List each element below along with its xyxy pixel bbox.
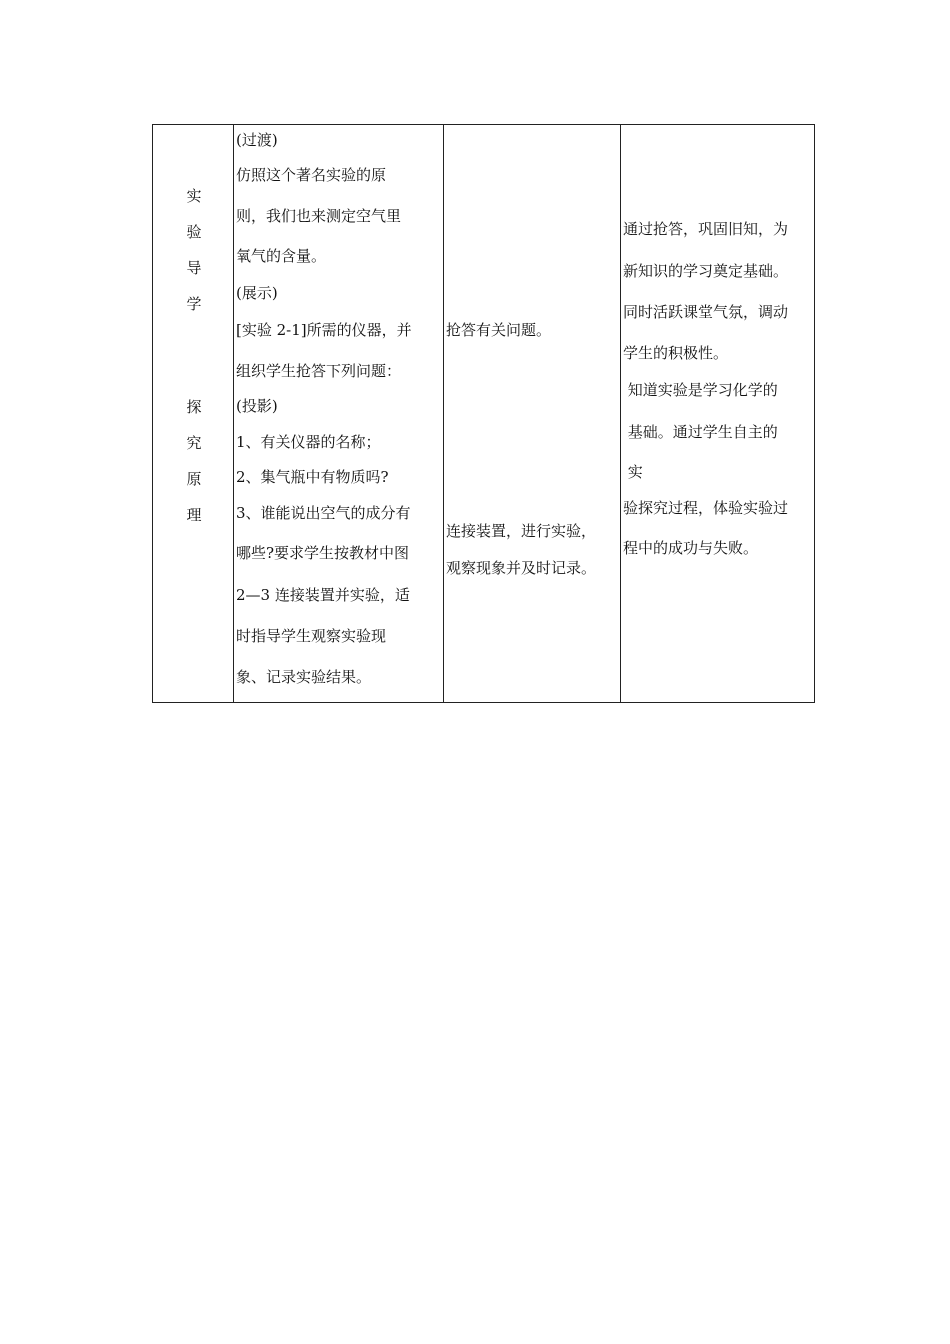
intent-line: 基础。通过学生自主的 <box>623 423 778 441</box>
intent-line: 同时活跃课堂气氛，调动 <box>623 303 789 321</box>
stage-char: 原 <box>186 470 202 488</box>
design-intent-cell <box>621 125 815 702</box>
student-activity-cell <box>444 125 620 702</box>
teacher-line: 2、集气瓶中有物质吗? <box>236 468 389 486</box>
teacher-line: 1、有关仪器的名称； <box>236 433 381 451</box>
teacher-line: (过渡) <box>236 131 278 149</box>
teacher-line: 组织学生抢答下列问题： <box>236 362 402 380</box>
teacher-line: 仿照这个著名实验的原 <box>236 166 387 184</box>
student-line: 观察现象并及时记录。 <box>446 559 597 577</box>
student-line: 连接装置，进行实验， <box>446 522 597 540</box>
teacher-line: 象、记录实验结果。 <box>236 668 372 686</box>
teacher-line: (投影) <box>236 397 278 415</box>
stage-char: 实 <box>186 187 202 205</box>
stage-char: 理 <box>186 506 202 524</box>
stage-cell <box>153 125 233 702</box>
stage-char: 探 <box>186 398 202 416</box>
teacher-line: 则，我们也来测定空气里 <box>236 207 402 225</box>
intent-line: 验探究过程，体验实验过 <box>623 499 789 517</box>
intent-line: 实 <box>623 463 643 481</box>
lesson-plan-table <box>152 124 815 703</box>
stage-char: 验 <box>186 223 202 241</box>
teacher-line: 时指导学生观察实验现 <box>236 627 387 645</box>
teacher-line: 哪些?要求学生按教材中图 <box>236 544 410 562</box>
stage-char: 究 <box>186 434 202 452</box>
teacher-line: 3、谁能说出空气的成分有 <box>236 504 411 522</box>
intent-line: 知道实验是学习化学的 <box>623 381 778 399</box>
stage-char: 导 <box>186 259 202 277</box>
teacher-line: (展示) <box>236 284 278 302</box>
teacher-activity-cell <box>234 125 443 702</box>
intent-line: 学生的积极性。 <box>623 344 729 362</box>
teacher-line: [实验 2-1]所需的仪器，并 <box>236 321 412 339</box>
intent-line: 新知识的学习奠定基础。 <box>623 262 789 280</box>
stage-char: 学 <box>186 295 202 313</box>
teacher-line: 氧气的含量。 <box>236 247 327 265</box>
teacher-line: 2—3 连接装置并实验，适 <box>236 586 410 604</box>
student-line: 抢答有关问题。 <box>446 321 552 339</box>
intent-line: 程中的成功与失败。 <box>623 539 759 557</box>
intent-line: 通过抢答，巩固旧知，为 <box>623 220 789 238</box>
